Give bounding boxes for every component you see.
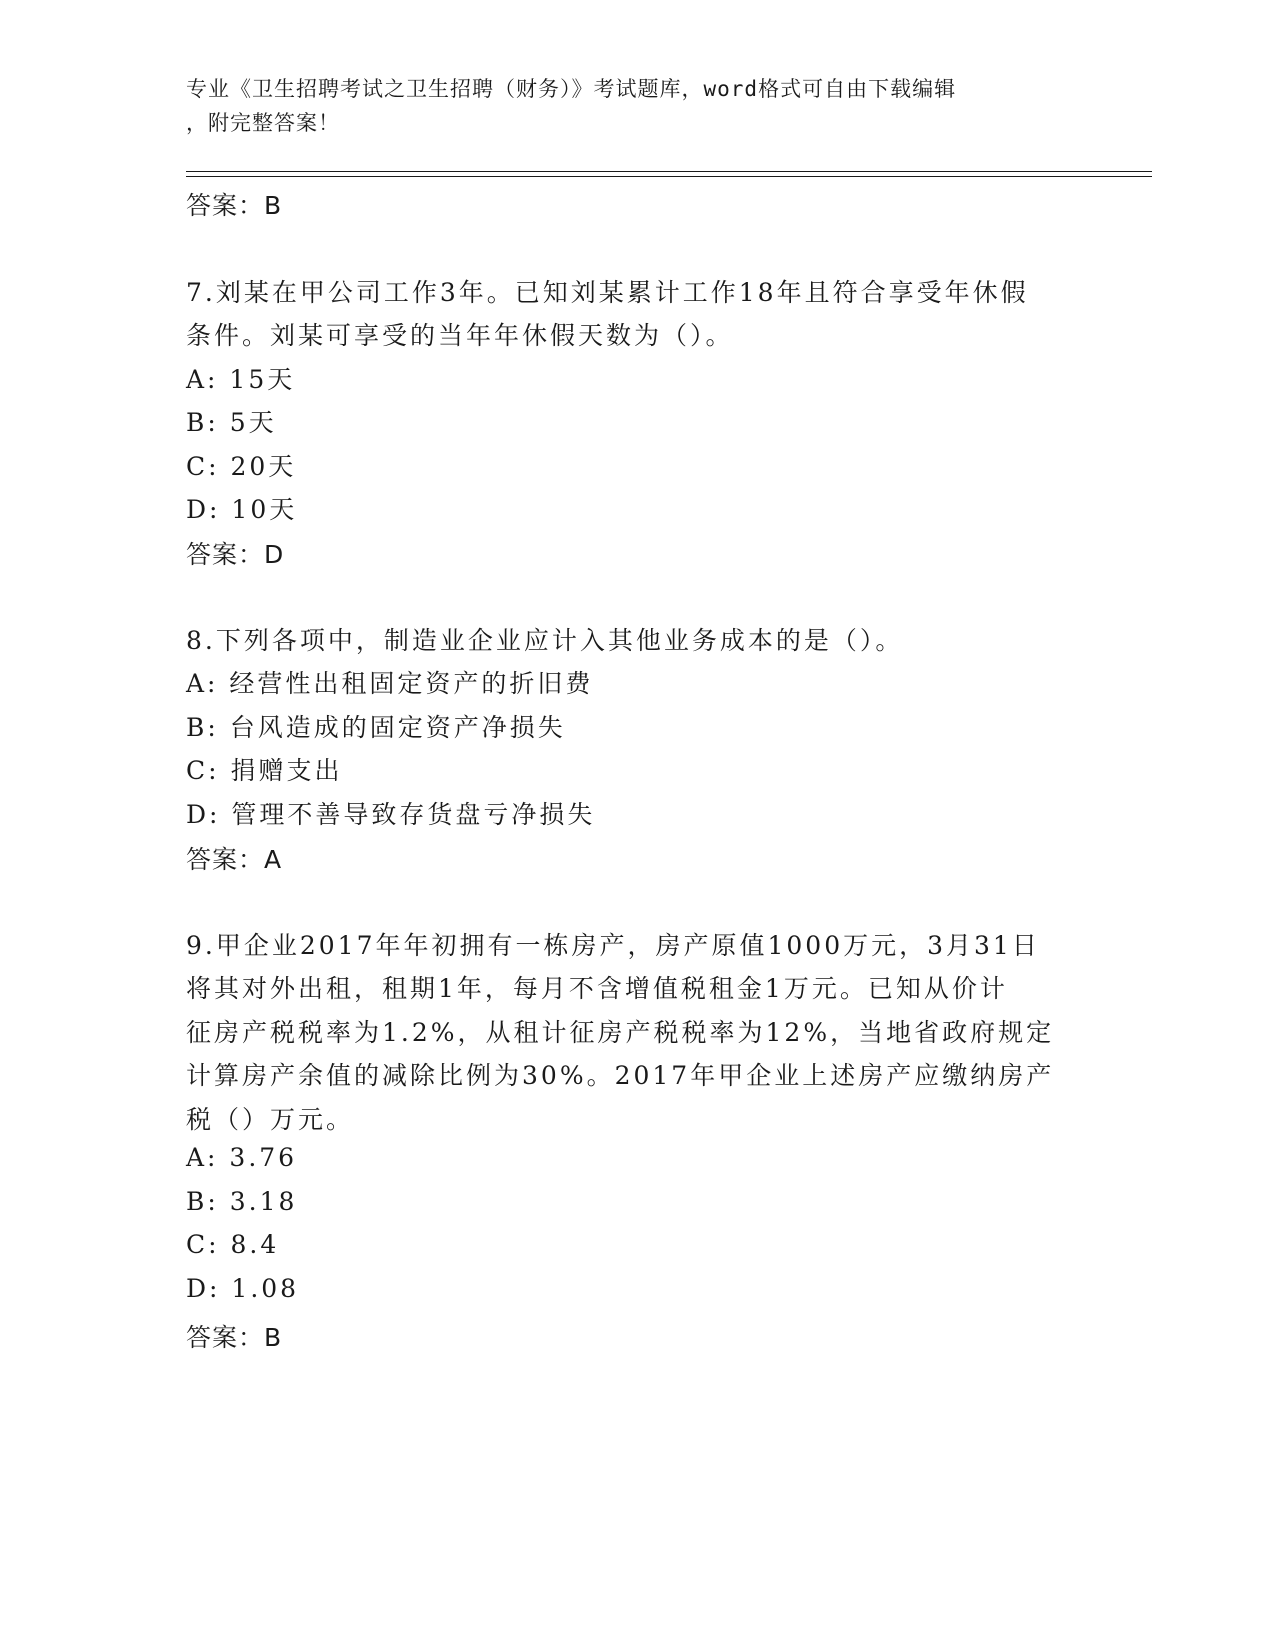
header-divider-top xyxy=(186,171,1152,172)
question-7-option-d: D: 10天 xyxy=(186,495,298,524)
question-9-answer: 答案：B xyxy=(186,1323,283,1352)
document-header xyxy=(186,72,1066,140)
question-8-option-c: C: 捐赠支出 xyxy=(186,756,343,785)
question-7-line-1: 7.刘某在甲公司工作3年。已知刘某累计工作18年且符合享受年休假 xyxy=(186,278,1029,307)
question-9-line-3: 征房产税税率为1.2%，从租计征房产税税率为12%，当地省政府规定 xyxy=(186,1018,1055,1047)
question-9-line-1: 9.甲企业2017年年初拥有一栋房产，房产原值1000万元，3月31日 xyxy=(186,931,1040,960)
previous-answer: 答案：B xyxy=(186,191,283,220)
question-8-option-b: B: 台风造成的固定资产净损失 xyxy=(186,713,566,742)
question-7-option-b: B: 5天 xyxy=(186,408,277,437)
question-9-line-5: 税（）万元。 xyxy=(186,1105,355,1134)
header-line-2: ，附完整答案！ xyxy=(186,111,340,135)
question-9-option-d: D: 1.08 xyxy=(186,1274,300,1303)
question-7-option-a: A: 15天 xyxy=(186,365,296,394)
question-8-line-1: 8.下列各项中，制造业企业应计入其他业务成本的是（）。 xyxy=(186,626,904,655)
question-9-option-a: A: 3.76 xyxy=(186,1143,298,1172)
header-line-1: 专业《卫生招聘考试之卫生招聘（财务）》考试题库，word格式可自由下载编辑 xyxy=(186,77,957,101)
question-8-answer: 答案：A xyxy=(186,845,283,874)
question-9-line-2: 将其对外出租，租期1年，每月不含增值税租金1万元。已知从价计 xyxy=(186,974,1008,1003)
question-8-option-d: D: 管理不善导致存货盘亏净损失 xyxy=(186,800,596,829)
header-divider-bottom xyxy=(186,176,1152,177)
question-8-option-a: A: 经营性出租固定资产的折旧费 xyxy=(186,669,594,698)
question-7-answer: 答案：D xyxy=(186,540,285,569)
question-7-line-2: 条件。刘某可享受的当年年休假天数为（）。 xyxy=(186,321,734,350)
question-7-option-c: C: 20天 xyxy=(186,452,297,481)
question-9-line-4: 计算房产余值的减除比例为30%。2017年甲企业上述房产应缴纳房产 xyxy=(186,1061,1055,1090)
question-9-option-c: C: 8.4 xyxy=(186,1230,280,1259)
question-9-option-b: B: 3.18 xyxy=(186,1187,298,1216)
